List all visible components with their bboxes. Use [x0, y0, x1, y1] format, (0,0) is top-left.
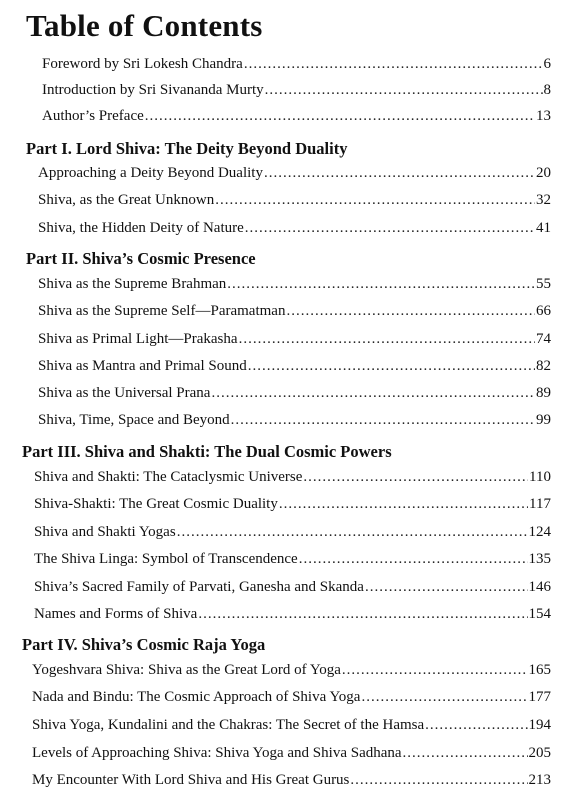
toc-entry-label: Nada and Bindu: The Cosmic Approach of Shiva Yoga	[32, 689, 361, 705]
toc-entry-label: Shiva, the Hidden Deity of Nature	[38, 220, 244, 236]
toc-entry	[38, 412, 551, 432]
toc-entry	[38, 276, 551, 296]
toc-entry-label: Shiva, as the Great Unknown	[38, 192, 215, 208]
toc-entry-label: Yogeshvara Shiva: Shiva as the Great Lord of Yoga	[32, 662, 341, 678]
toc-entry-label: Introduction by Sri Sivananda Murty	[42, 82, 264, 98]
toc-entry-page: 205	[528, 745, 551, 761]
toc-entry-page: 117	[529, 496, 551, 512]
leader-dots	[177, 524, 528, 541]
toc-entry-label: Shiva and Shakti: The Cataclysmic Universe	[34, 469, 303, 485]
part-heading-1: Part I. Lord Shiva: The Deity Beyond Duality	[26, 139, 348, 158]
leader-dots	[303, 469, 528, 486]
toc-entry-page: 213	[528, 772, 551, 788]
toc-entry-page: 74	[536, 331, 551, 347]
toc-entry	[38, 192, 551, 212]
toc-entry-label: Shiva Yoga, Kundalini and the Chakras: The Secret of the Hamsa	[32, 717, 425, 733]
part-heading-2: Part II. Shiva’s Cosmic Presence	[26, 249, 256, 268]
part-heading-3: Part III. Shiva and Shakti: The Dual Cosmic Powers	[22, 442, 392, 461]
toc-entry	[38, 331, 551, 351]
toc-entry-page: 8	[543, 82, 551, 98]
toc-entry-page: 194	[528, 717, 551, 733]
leader-dots	[403, 745, 528, 762]
toc-entry-label: Shiva as Primal Light—Prakasha	[38, 331, 238, 347]
toc-entry-page: 13	[536, 108, 551, 124]
toc-entry	[34, 551, 551, 571]
toc-entry-label: Shiva’s Sacred Family of Parvati, Ganesha and Skanda	[34, 579, 364, 595]
toc-entry-label: The Shiva Linga: Symbol of Transcendence	[34, 551, 298, 567]
toc-entry-preface	[42, 108, 551, 128]
toc-entry-label: Shiva and Shakti Yogas	[34, 524, 176, 540]
toc-entry-label: Shiva as Mantra and Primal Sound	[38, 358, 247, 374]
toc-entry	[32, 745, 551, 765]
toc-entry	[34, 496, 551, 516]
toc-entry	[32, 772, 551, 792]
leader-dots	[264, 165, 535, 182]
toc-entry-page: 165	[528, 662, 551, 678]
leader-dots	[227, 276, 535, 293]
toc-entry	[32, 717, 551, 737]
toc-entry	[38, 303, 551, 323]
toc-entry-page: 55	[536, 276, 551, 292]
leader-dots	[211, 385, 535, 402]
toc-entry-page: 154	[528, 606, 551, 622]
toc-entry	[38, 220, 551, 240]
toc-entry-label: Author’s Preface	[42, 108, 144, 124]
leader-dots	[350, 772, 527, 789]
toc-entry-page: 146	[528, 579, 551, 595]
toc-entry	[34, 606, 551, 626]
toc-entry	[34, 469, 551, 489]
part-heading-4: Part IV. Shiva’s Cosmic Raja Yoga	[22, 635, 266, 654]
toc-entry-page: 99	[536, 412, 551, 428]
leader-dots	[365, 579, 528, 596]
toc-entry-label: Shiva as the Supreme Self—Paramatman	[38, 303, 286, 319]
leader-dots	[198, 606, 527, 623]
toc-entry	[38, 165, 551, 185]
leader-dots	[145, 108, 535, 125]
toc-entry-label: Names and Forms of Shiva	[34, 606, 198, 622]
toc-entry	[32, 689, 551, 709]
leader-dots	[244, 56, 543, 73]
leader-dots	[245, 220, 535, 237]
toc-entry-page: 110	[529, 469, 551, 485]
toc-entry-page: 135	[528, 551, 551, 567]
leader-dots	[425, 717, 527, 734]
toc-entry	[38, 358, 551, 378]
toc-entry-page: 89	[536, 385, 551, 401]
toc-entry	[34, 579, 551, 599]
leader-dots	[215, 192, 535, 209]
leader-dots	[239, 331, 535, 348]
toc-entry	[38, 385, 551, 405]
leader-dots	[279, 496, 528, 513]
leader-dots	[231, 412, 535, 429]
leader-dots	[361, 689, 527, 706]
toc-entry-page: 41	[536, 220, 551, 236]
leader-dots	[342, 662, 528, 679]
toc-entry-page: 82	[536, 358, 551, 374]
toc-entry-page: 177	[528, 689, 551, 705]
toc-entry-label: Shiva as the Universal Prana	[38, 385, 211, 401]
toc-entry-label: Approaching a Deity Beyond Duality	[38, 165, 263, 181]
toc-entry-introduction	[42, 82, 551, 102]
leader-dots	[299, 551, 528, 568]
leader-dots	[248, 358, 535, 375]
toc-entry-label: Levels of Approaching Shiva: Shiva Yoga and Shiva Sadhana	[32, 745, 402, 761]
toc-entry-foreword	[42, 56, 551, 76]
toc-entry-page: 66	[536, 303, 551, 319]
toc-entry-page: 124	[528, 524, 551, 540]
page-title: Table of Contents	[26, 8, 263, 43]
toc-entry	[34, 524, 551, 544]
leader-dots	[286, 303, 535, 320]
toc-entry-label: Shiva-Shakti: The Great Cosmic Duality	[34, 496, 278, 512]
toc-entry-label: My Encounter With Lord Shiva and His Great Gurus	[32, 772, 350, 788]
toc-entry	[32, 662, 551, 682]
toc-entry-label: Foreword by Sri Lokesh Chandra	[42, 56, 243, 72]
toc-entry-page: 20	[536, 165, 551, 181]
leader-dots	[265, 82, 543, 99]
toc-entry-label: Shiva as the Supreme Brahman	[38, 276, 227, 292]
toc-entry-page: 6	[543, 56, 551, 72]
toc-entry-label: Shiva, Time, Space and Beyond	[38, 412, 230, 428]
toc-entry-page: 32	[536, 192, 551, 208]
